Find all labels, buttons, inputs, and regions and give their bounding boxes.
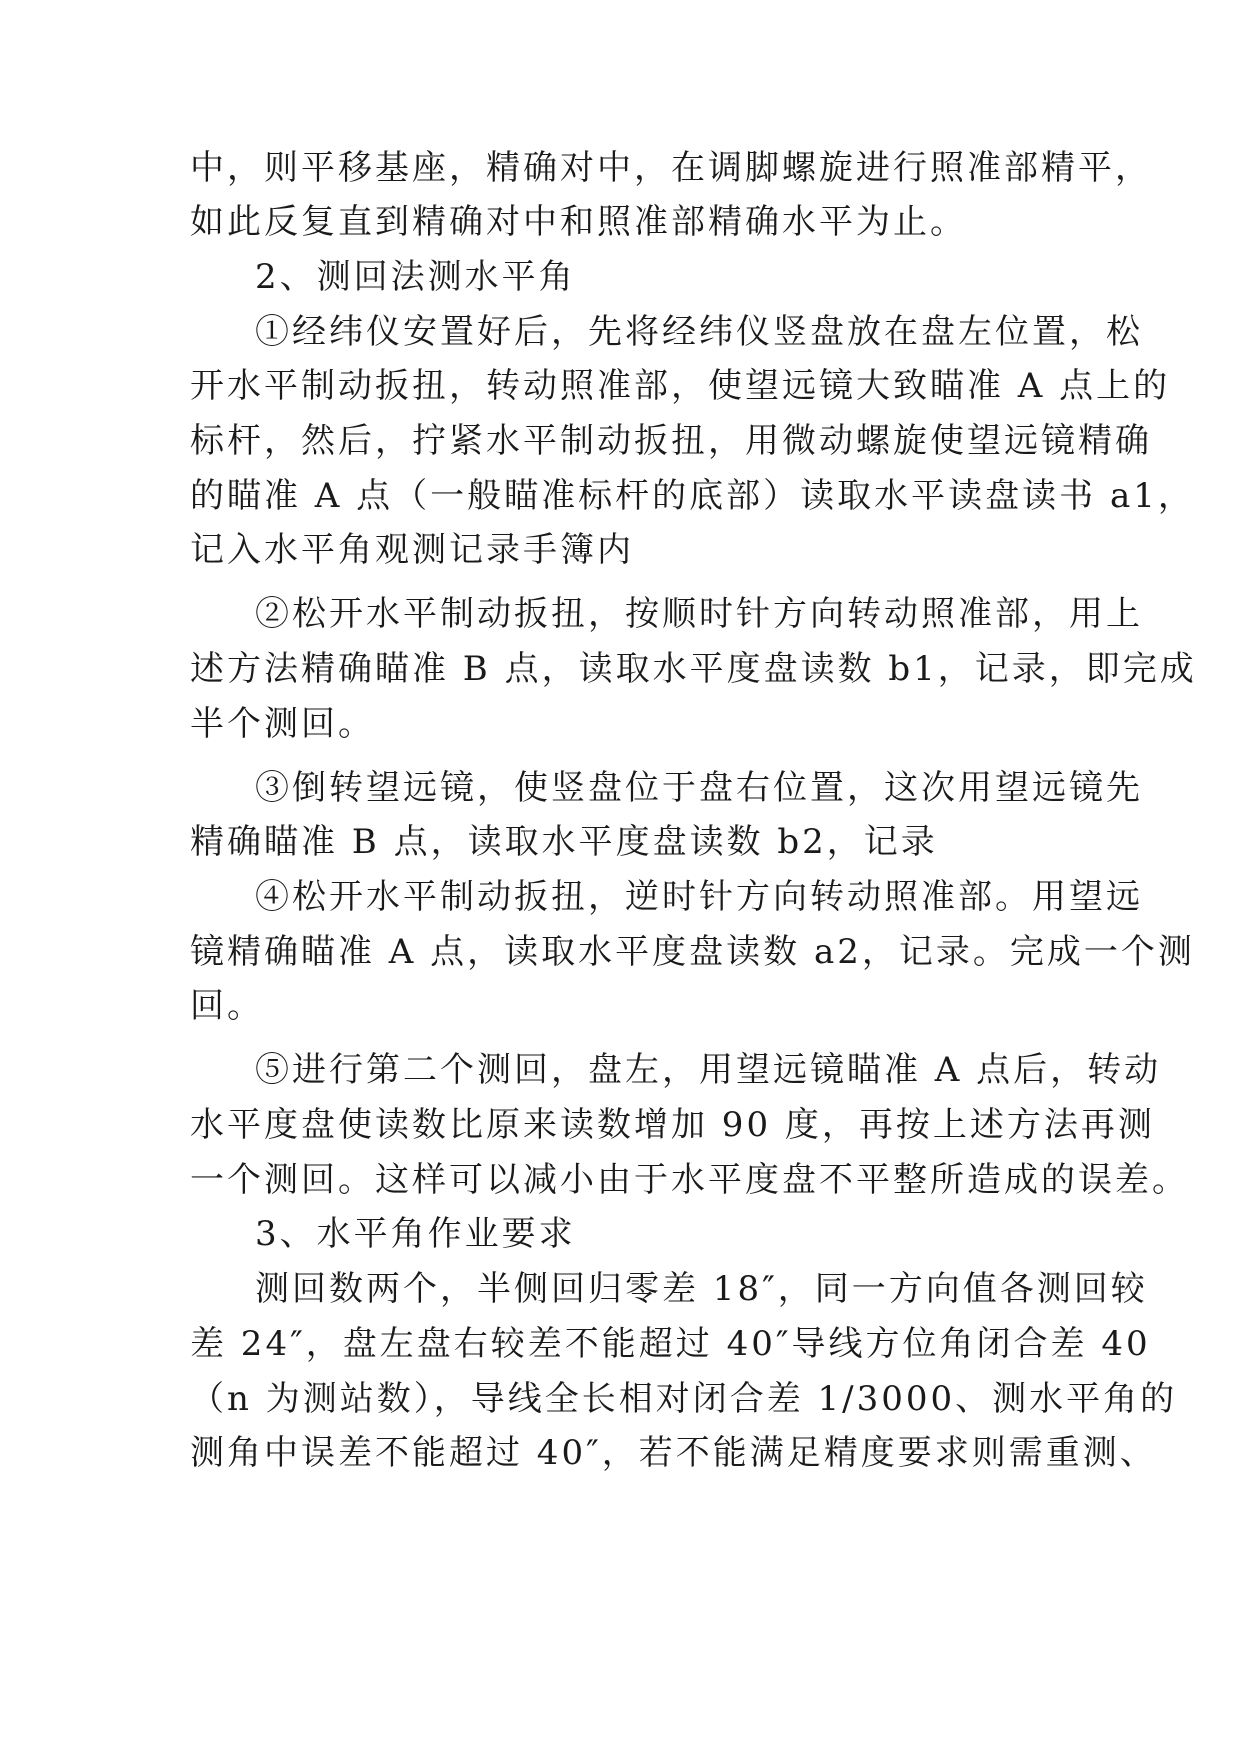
text-line: 一个测回。这样可以减小由于水平度盘不平整所造成的误差。 (190, 1160, 1189, 1200)
text-line: ④松开水平制动扳扭，逆时针方向转动照准部。用望远 (255, 877, 1143, 917)
text-line: 镜精确瞄准 A 点，读取水平度盘读数 a2，记录。完成一个测 (190, 932, 1195, 972)
text-line: 回。 (190, 986, 264, 1026)
text-line: 记入水平角观测记录手簿内 (190, 530, 634, 570)
text-line: 半个测回。 (190, 704, 375, 744)
text-line: 述方法精确瞄准 B 点，读取水平度盘读数 b1，记录，即完成 (190, 649, 1197, 689)
text-line: 如此反复直到精确对中和照准部精确水平为止。 (190, 202, 967, 242)
text-line: ①经纬仪安置好后，先将经纬仪竖盘放在盘左位置，松 (255, 312, 1143, 352)
text-line: 水平度盘使读数比原来读数增加 90 度，再按上述方法再测 (190, 1105, 1155, 1145)
section-heading: 2、测回法测水平角 (255, 257, 576, 297)
text-line: 标杆，然后，拧紧水平制动扳扭，用微动螺旋使望远镜精确 (190, 421, 1152, 461)
text-line: 中，则平移基座，精确对中，在调脚螺旋进行照准部精平， (190, 148, 1152, 188)
text-line: ②松开水平制动扳扭，按顺时针方向转动照准部，用上 (255, 594, 1143, 634)
section-heading: 3、水平角作业要求 (255, 1214, 576, 1254)
text-line: 测角中误差不能超过 40″，若不能满足精度要求则需重测、 (190, 1433, 1157, 1473)
text-line: 开水平制动扳扭，转动照准部，使望远镜大致瞄准 A 点上的 (190, 366, 1171, 406)
text-line: 差 24″，盘左盘右较差不能超过 40″导线方位角闭合差 40 (190, 1324, 1151, 1364)
text-line: ③倒转望远镜，使竖盘位于盘右位置，这次用望远镜先 (255, 768, 1143, 808)
text-line: 的瞄准 A 点（一般瞄准标杆的底部）读取水平读盘读书 a1， (190, 476, 1195, 516)
text-line: 测回数两个，半侧回归零差 18″，同一方向值各测回较 (255, 1269, 1148, 1309)
text-line: （n 为测站数），导线全长相对闭合差 1/3000、测水平角的 (190, 1379, 1178, 1419)
text-line: ⑤进行第二个测回，盘左，用望远镜瞄准 A 点后，转动 (255, 1050, 1162, 1090)
text-line: 精确瞄准 B 点，读取水平度盘读数 b2，记录 (190, 822, 938, 862)
